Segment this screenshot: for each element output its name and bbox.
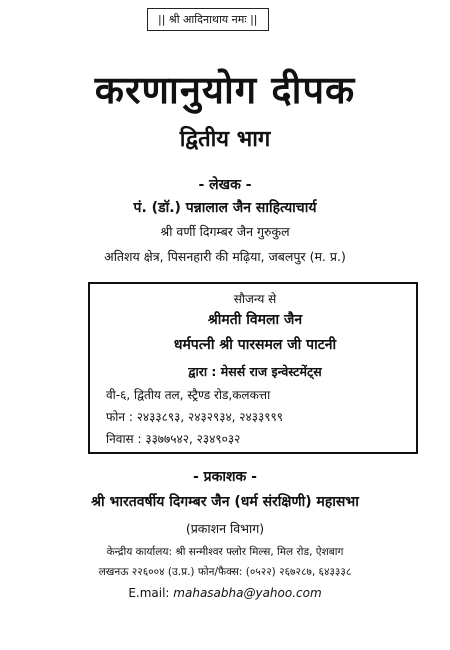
book-subtitle: द्वितीय भाग (179, 127, 271, 152)
publisher-name: श्री भारतवर्षीय दिगम्बर जैन (धर्म संरक्षिणी) महासभा (91, 494, 359, 510)
publisher-department: (प्रकाशन विभाग) (185, 521, 265, 536)
donor-address: वी-६, द्वितीय तल, स्ट्रैण्ड रोड,कलकत्ता (106, 388, 271, 402)
donor-residence-phone: निवास : ३३७७५४२, २३४९०३२ (106, 432, 241, 446)
book-title: करणानुयोग दीपक (94, 68, 356, 112)
donor-phone: फोन : २४३३८९३, २४३२९३४, २४३३९९९ (106, 410, 283, 424)
email-label: E.mail: (128, 586, 170, 600)
author-institution-line2: अतिशय क्षेत्र, पिसनहारी की मढ़िया, जबलपुर (म. प्र.) (104, 249, 346, 264)
courtesy-box (88, 282, 418, 454)
donor-firm: द्वारा : मेसर्स राज इन्वेस्टमेंट्स (188, 364, 322, 379)
author-name: पं. (डॉ.) पन्नालाल जैन साहित्याचार्य (133, 200, 317, 216)
donor-name: श्रीमती विमला जैन (207, 312, 303, 328)
publisher-label: - प्रकाशक - (193, 469, 257, 485)
author-label: - लेखक - (198, 177, 252, 193)
publisher-office-address: केन्द्रीय कार्यालय: श्री सन्मीश्वर फ्लोर मिल्स, मिल रोड, ऐशबाग (106, 546, 344, 558)
publisher-email-line (0, 586, 450, 600)
donor-spouse: धर्मपत्नी श्री पारसमल जी पाटनी (173, 337, 337, 353)
courtesy-label: सौजन्य से (233, 292, 277, 306)
publisher-contact: लखनऊ २२६००४ (उ.प्र.) फोन/फैक्स: (०५२२) २६७२८७, ६४३३३८ (98, 566, 352, 578)
author-institution-line1: श्री वर्णी दिगम्बर जैन गुरुकुल (160, 224, 290, 239)
invocation: || श्री आदिनाथाय नमः || (147, 8, 269, 31)
email-address: mahasabha@yahoo.com (173, 586, 322, 600)
